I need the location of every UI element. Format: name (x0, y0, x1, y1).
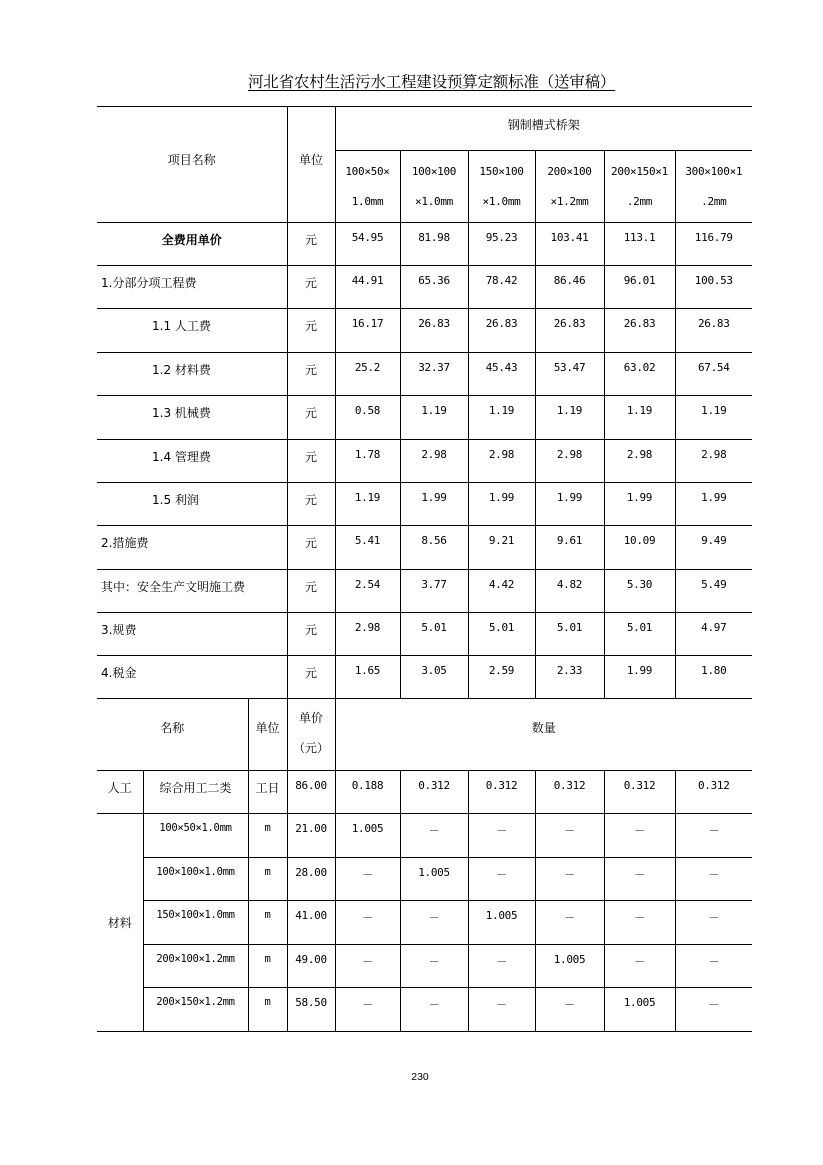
cost-value: 65.36 (400, 266, 468, 309)
material-price: 21.00 (287, 814, 335, 858)
cost-row-name: 1.分部分项工程费 (97, 266, 287, 309)
cost-value: 54.95 (335, 223, 400, 266)
material-quantity: － (335, 988, 400, 1032)
cost-value: 63.02 (604, 353, 675, 396)
cost-value: 0.58 (335, 396, 400, 440)
material-price: 58.50 (287, 988, 335, 1032)
cost-value: 1.99 (604, 656, 675, 699)
material-price: 49.00 (287, 945, 335, 988)
material-unit: m (248, 988, 287, 1032)
cost-value: 5.41 (335, 526, 400, 570)
labor-quantity: 0.312 (604, 771, 675, 814)
cost-row-unit: 元 (287, 570, 335, 613)
material-unit: m (248, 945, 287, 988)
labor-quantity: 0.312 (535, 771, 604, 814)
cost-value: 3.77 (400, 570, 468, 613)
cost-value: 1.19 (675, 396, 752, 440)
material-quantity: － (400, 945, 468, 988)
cost-row-unit: 元 (287, 483, 335, 526)
cost-value: 86.46 (535, 266, 604, 309)
material-unit: m (248, 901, 287, 945)
cost-row (97, 309, 752, 353)
cost-value: 1.80 (675, 656, 752, 699)
resource-unit-header: 单位 (248, 699, 287, 771)
material-unit: m (248, 814, 287, 858)
spec-header-2: 100×100 ×1.0mm (400, 151, 468, 223)
material-quantity: － (604, 858, 675, 901)
labor-quantity: 0.312 (468, 771, 535, 814)
material-name: 100×100×1.0mm (143, 858, 248, 901)
cost-row-name: 其中：安全生产文明施工费 (97, 570, 287, 613)
cost-value: 2.54 (335, 570, 400, 613)
cost-value: 44.91 (335, 266, 400, 309)
cost-value: 4.97 (675, 613, 752, 656)
unit-header: 单位 (287, 107, 335, 223)
cost-value: 9.61 (535, 526, 604, 570)
material-row (97, 814, 752, 858)
cost-row-unit: 元 (287, 526, 335, 570)
cost-value: 1.19 (535, 396, 604, 440)
material-quantity: － (535, 988, 604, 1032)
labor-quantity: 0.312 (675, 771, 752, 814)
material-price: 41.00 (287, 901, 335, 945)
spec-header-4: 200×100 ×1.2mm (535, 151, 604, 223)
cost-value: 53.47 (535, 353, 604, 396)
resource-price-header: 单价 （元） (287, 699, 335, 771)
cost-row-name: 2.措施费 (97, 526, 287, 570)
cost-value: 5.49 (675, 570, 752, 613)
material-quantity: － (335, 901, 400, 945)
material-category: 材料 (97, 814, 143, 1032)
cost-value: 1.19 (335, 483, 400, 526)
cost-value: 96.01 (604, 266, 675, 309)
material-quantity: － (675, 988, 752, 1032)
header-row-1 (97, 107, 752, 151)
material-quantity: － (468, 945, 535, 988)
cost-row-unit: 元 (287, 309, 335, 353)
cost-value: 16.17 (335, 309, 400, 353)
quantity-header: 数量 (335, 699, 752, 771)
quota-table (97, 106, 752, 1032)
cost-value: 2.98 (535, 440, 604, 483)
cost-value: 45.43 (468, 353, 535, 396)
cost-value: 95.23 (468, 223, 535, 266)
cost-row-unit: 元 (287, 223, 335, 266)
cost-row-name: 3.规费 (97, 613, 287, 656)
cost-value: 2.33 (535, 656, 604, 699)
cost-value: 1.19 (468, 396, 535, 440)
material-quantity: － (400, 901, 468, 945)
cost-value: 1.99 (468, 483, 535, 526)
labor-price: 86.00 (287, 771, 335, 814)
cost-row-unit: 元 (287, 656, 335, 699)
material-price: 28.00 (287, 858, 335, 901)
material-name: 200×100×1.2mm (143, 945, 248, 988)
cost-value: 26.83 (400, 309, 468, 353)
material-quantity: － (535, 858, 604, 901)
material-quantity: － (335, 858, 400, 901)
cost-row (97, 266, 752, 309)
cost-value: 9.21 (468, 526, 535, 570)
cost-row-unit: 元 (287, 266, 335, 309)
cost-value: 2.98 (468, 440, 535, 483)
spec-header-1: 100×50× 1.0mm (335, 151, 400, 223)
cost-value: 5.30 (604, 570, 675, 613)
cost-value: 1.99 (535, 483, 604, 526)
material-row (97, 945, 752, 988)
cost-value: 2.98 (335, 613, 400, 656)
cost-row-name: 全费用单价 (97, 223, 287, 266)
group-header: 钢制槽式桥架 (335, 107, 752, 151)
material-quantity: － (604, 901, 675, 945)
cost-value: 10.09 (604, 526, 675, 570)
labor-quantity: 0.188 (335, 771, 400, 814)
cost-row-name: 1.3 机械费 (97, 396, 287, 440)
resource-header-row (97, 699, 752, 771)
material-name: 150×100×1.0mm (143, 901, 248, 945)
cost-value: 25.2 (335, 353, 400, 396)
cost-value: 1.78 (335, 440, 400, 483)
cost-value: 1.19 (400, 396, 468, 440)
cost-row-name: 4.税金 (97, 656, 287, 699)
cost-value: 26.83 (468, 309, 535, 353)
cost-row (97, 656, 752, 699)
material-unit: m (248, 858, 287, 901)
cost-value: 2.98 (604, 440, 675, 483)
cost-row-unit: 元 (287, 396, 335, 440)
material-name: 200×150×1.2mm (143, 988, 248, 1032)
cost-value: 1.19 (604, 396, 675, 440)
cost-value: 2.59 (468, 656, 535, 699)
labor-quantity: 0.312 (400, 771, 468, 814)
cost-row-name: 1.4 管理费 (97, 440, 287, 483)
cost-value: 9.49 (675, 526, 752, 570)
cost-row (97, 613, 752, 656)
material-row (97, 901, 752, 945)
cost-value: 1.99 (400, 483, 468, 526)
cost-row (97, 440, 752, 483)
cost-row-unit: 元 (287, 613, 335, 656)
material-quantity: 1.005 (400, 858, 468, 901)
cost-value: 1.99 (604, 483, 675, 526)
material-row (97, 988, 752, 1032)
material-quantity: － (675, 945, 752, 988)
material-quantity: － (535, 901, 604, 945)
cost-row-name: 1.5 利润 (97, 483, 287, 526)
cost-value: 8.56 (400, 526, 468, 570)
cost-value: 81.98 (400, 223, 468, 266)
material-quantity: － (675, 814, 752, 858)
cost-row (97, 570, 752, 613)
cost-value: 26.83 (535, 309, 604, 353)
labor-name: 综合用工二类 (143, 771, 248, 814)
material-quantity: 1.005 (468, 901, 535, 945)
material-quantity: 1.005 (604, 988, 675, 1032)
cost-row (97, 483, 752, 526)
material-quantity: － (468, 858, 535, 901)
cost-value: 2.98 (400, 440, 468, 483)
cost-value: 26.83 (675, 309, 752, 353)
material-name: 100×50×1.0mm (143, 814, 248, 858)
cost-value: 4.42 (468, 570, 535, 613)
cost-row-name: 1.2 材料费 (97, 353, 287, 396)
material-quantity: － (675, 858, 752, 901)
cost-value: 5.01 (400, 613, 468, 656)
material-quantity: 1.005 (335, 814, 400, 858)
cost-value: 67.54 (675, 353, 752, 396)
material-quantity: － (675, 901, 752, 945)
material-quantity: 1.005 (535, 945, 604, 988)
material-quantity: － (604, 814, 675, 858)
cost-value: 1.65 (335, 656, 400, 699)
cost-value: 2.98 (675, 440, 752, 483)
cost-row (97, 396, 752, 440)
material-row (97, 858, 752, 901)
resource-name-header: 名称 (97, 699, 248, 771)
cost-value: 26.83 (604, 309, 675, 353)
cost-row (97, 223, 752, 266)
spec-header-3: 150×100 ×1.0mm (468, 151, 535, 223)
material-quantity: － (604, 945, 675, 988)
cost-value: 1.99 (675, 483, 752, 526)
page-number: 230 (411, 1071, 429, 1083)
cost-row (97, 526, 752, 570)
cost-value: 100.53 (675, 266, 752, 309)
material-quantity: － (400, 988, 468, 1032)
labor-unit: 工日 (248, 771, 287, 814)
cost-value: 5.01 (468, 613, 535, 656)
cost-row (97, 353, 752, 396)
cost-value: 32.37 (400, 353, 468, 396)
cost-row-unit: 元 (287, 440, 335, 483)
cost-value: 4.82 (535, 570, 604, 613)
cost-value: 103.41 (535, 223, 604, 266)
cost-value: 5.01 (604, 613, 675, 656)
spec-header-6: 300×100×1 .2mm (675, 151, 752, 223)
cost-value: 113.1 (604, 223, 675, 266)
cost-row-unit: 元 (287, 353, 335, 396)
spec-header-5: 200×150×1 .2mm (604, 151, 675, 223)
material-quantity: － (468, 814, 535, 858)
cost-row-name: 1.1 人工费 (97, 309, 287, 353)
cost-value: 78.42 (468, 266, 535, 309)
material-quantity: － (468, 988, 535, 1032)
material-quantity: － (400, 814, 468, 858)
document-title: 河北省农村生活污水工程建设预算定额标准（送审稿） (248, 73, 616, 91)
item-name-header: 项目名称 (97, 107, 287, 223)
labor-row (97, 771, 752, 814)
cost-value: 116.79 (675, 223, 752, 266)
cost-value: 3.05 (400, 656, 468, 699)
material-quantity: － (535, 814, 604, 858)
labor-category: 人工 (97, 771, 143, 814)
cost-value: 5.01 (535, 613, 604, 656)
material-quantity: － (335, 945, 400, 988)
